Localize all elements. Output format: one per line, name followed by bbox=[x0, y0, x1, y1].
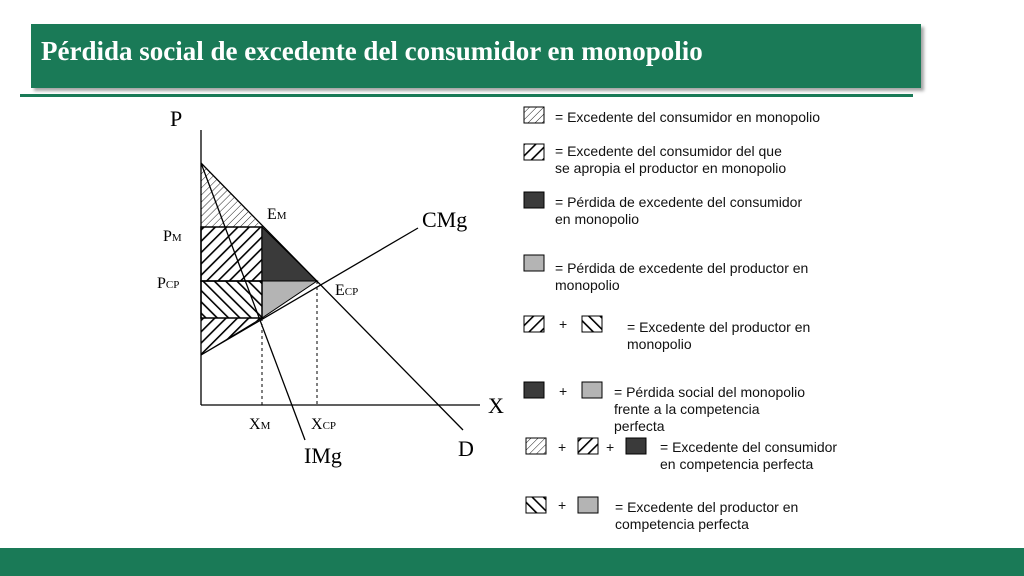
legend-plus: + bbox=[559, 383, 568, 399]
legend-swatch-thin-hatch bbox=[524, 107, 544, 123]
quantity-axis-label: X bbox=[488, 393, 504, 418]
x-m-label: XM bbox=[249, 416, 271, 433]
legend-text-consumer-surplus-monopoly: = Excedente del consumidor en monopolio bbox=[555, 109, 821, 125]
legend-text-consumer-surplus-competition: = Excedente del consumidor en competencia perfecta bbox=[660, 439, 838, 472]
price-axis-label: P bbox=[170, 106, 183, 131]
legend-plus: + bbox=[558, 439, 567, 455]
legend-text-social-loss: = Pérdida social del monopolio frente a la competencia perfecta bbox=[614, 384, 806, 434]
p-m-label: PM bbox=[163, 228, 182, 245]
p-cp-label: PCP bbox=[157, 275, 180, 292]
img-curve-label: IMg bbox=[304, 443, 342, 468]
legend-swatch-thin-hatch-2 bbox=[526, 438, 546, 454]
e-m-label: EM bbox=[267, 206, 287, 223]
legend-swatch-dark bbox=[524, 192, 544, 208]
legend-swatch-back-hatch bbox=[582, 316, 602, 332]
legend-swatch-thick-hatch-3 bbox=[578, 438, 598, 454]
legend-text-consumer-surplus-captured: = Excedente del consumidor del que se apropia el productor en monopolio bbox=[555, 143, 787, 176]
e-cp-label: ECP bbox=[335, 282, 359, 299]
legend-plus: + bbox=[559, 316, 568, 332]
legend-text-consumer-surplus-loss: = Pérdida de excedente del consumidor en monopolio bbox=[555, 194, 803, 227]
slide-title: Pérdida social de excedente del consumidor en monopolio bbox=[41, 36, 703, 66]
legend-swatch-light-2 bbox=[582, 382, 602, 398]
legend-swatch-light bbox=[524, 255, 544, 271]
producer-surplus-loss-area bbox=[262, 281, 317, 318]
legend-plus: + bbox=[558, 497, 567, 513]
legend-text-producer-surplus-loss: = Pérdida de excedente del productor en monopolio bbox=[555, 260, 809, 293]
legend-swatch-thick-hatch bbox=[524, 144, 544, 160]
legend-swatch-back-hatch-2 bbox=[526, 497, 546, 513]
cmg-curve-label: CMg bbox=[422, 207, 468, 232]
legend-swatch-thick-hatch-2 bbox=[524, 316, 544, 332]
legend-text-producer-surplus-competition: = Excedente del productor en competencia perfecta bbox=[615, 499, 799, 532]
legend-swatch-dark-3 bbox=[626, 438, 646, 454]
legend-text-producer-surplus-monopoly: = Excedente del productor en monopolio bbox=[627, 319, 811, 352]
legend-swatch-light-3 bbox=[578, 497, 598, 513]
demand-curve-label: D bbox=[458, 436, 474, 461]
consumer-surplus-captured-area bbox=[201, 227, 262, 281]
footer-bar bbox=[0, 548, 1024, 576]
x-cp-label: XCP bbox=[311, 416, 337, 433]
legend-plus: + bbox=[606, 439, 615, 455]
legend-swatch-dark-2 bbox=[524, 382, 544, 398]
